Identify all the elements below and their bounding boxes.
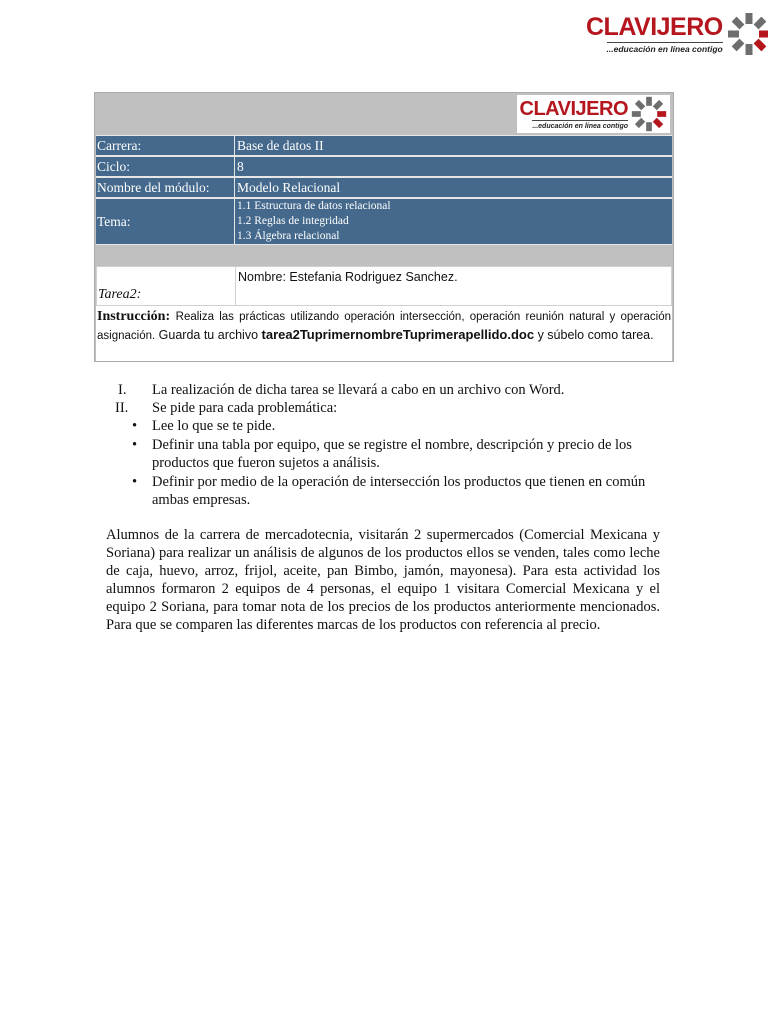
list-item: • Definir por medio de la operación de intersección los productos que tienen en común ambas empresas.: [130, 473, 660, 509]
instruction-text: Realiza las prácticas utilizando operación intersección, operación reunión natural y operación asignación.: [97, 311, 671, 342]
instruction-block: [96, 306, 672, 361]
logo-gear-icon: [727, 12, 768, 56]
instruction-text-2: Guarda tu archivo: [158, 328, 259, 342]
problem-paragraph: Alumnos de la carrera de mercadotecnia, visitarán 2 supermercados (Comercial Mexicana y Soriana) para realizar un análisis de algunos de los productos ellos se venden, tales como leche de caja, huevo, arroz, frijol, aceite, pan Bimbo, jamón, mayonesa). Para esta actividad los alumnos formaron 2 equipos de 4 personas, el equipo 1 visitara Comercial Mexicana y el equipo 2 Soriana, para tomar nota de los precios de los productos anteriormente mencionados. Para que se comparen las diferentes marcas de los productos con referencia al precio.: [106, 527, 660, 633]
row-tarea: [96, 266, 672, 306]
roman-text: Se pide para cada problemática:: [152, 400, 338, 416]
student-name: Nombre: Estefania Rodriguez Sanchez.: [238, 270, 458, 284]
logo-tagline: ...educación en línea contigo: [606, 43, 723, 54]
logo-brand-inner: CLAVIJERO: [519, 97, 628, 120]
row-carrera: [96, 135, 672, 156]
logo-brand: CLAVIJERO: [586, 12, 723, 41]
tema-item: 1.1 Estructura de datos relacional: [237, 200, 391, 212]
roman-text: La realización de dicha tarea se llevará a cabo en un archivo con Word.: [152, 382, 565, 398]
row-tema: [96, 198, 672, 245]
row-modulo: [96, 177, 672, 198]
label-tarea: Tarea2:: [97, 267, 236, 305]
value-carrera: Base de datos II: [237, 137, 324, 153]
clavijero-logo-inner: [517, 95, 670, 133]
logo-gear-icon-inner: [631, 96, 667, 132]
header-gray-band: [95, 93, 673, 135]
label-ciclo: Ciclo:: [96, 157, 235, 176]
list-item: • Definir una tabla por equipo, que se registre el nombre, descripción y precio de los productos que fueron sujetos a análisis.: [130, 436, 660, 472]
instruction-filename: tarea2TuprimernombreTuprimerapellido.doc: [261, 327, 535, 342]
label-carrera: Carrera:: [96, 136, 235, 155]
value-ciclo: 8: [237, 158, 244, 174]
tema-item: 1.2 Reglas de integridad: [237, 215, 349, 227]
tema-item: 1.3 Álgebra relacional: [237, 230, 340, 242]
logo-tagline-inner: ...educación en línea contigo: [532, 120, 628, 130]
row-ciclo: [96, 156, 672, 177]
label-tema: Tema:: [96, 199, 235, 244]
instruction-text-3: y súbelo como tarea.: [537, 328, 654, 342]
label-modulo: Nombre del módulo:: [96, 178, 235, 197]
instruction-lead: Instrucción:: [97, 309, 171, 324]
roman-number: II.: [115, 400, 129, 416]
roman-item-1: [118, 381, 564, 399]
roman-item-2: [115, 399, 337, 417]
clavijero-logo: [586, 12, 768, 56]
bullet-list: [130, 417, 660, 510]
list-item: • Lee lo que se te pide.: [130, 417, 660, 435]
header-table: [94, 92, 674, 362]
roman-number: I.: [118, 382, 127, 398]
tema-list: [235, 199, 672, 244]
value-modulo: Modelo Relacional: [237, 179, 341, 195]
